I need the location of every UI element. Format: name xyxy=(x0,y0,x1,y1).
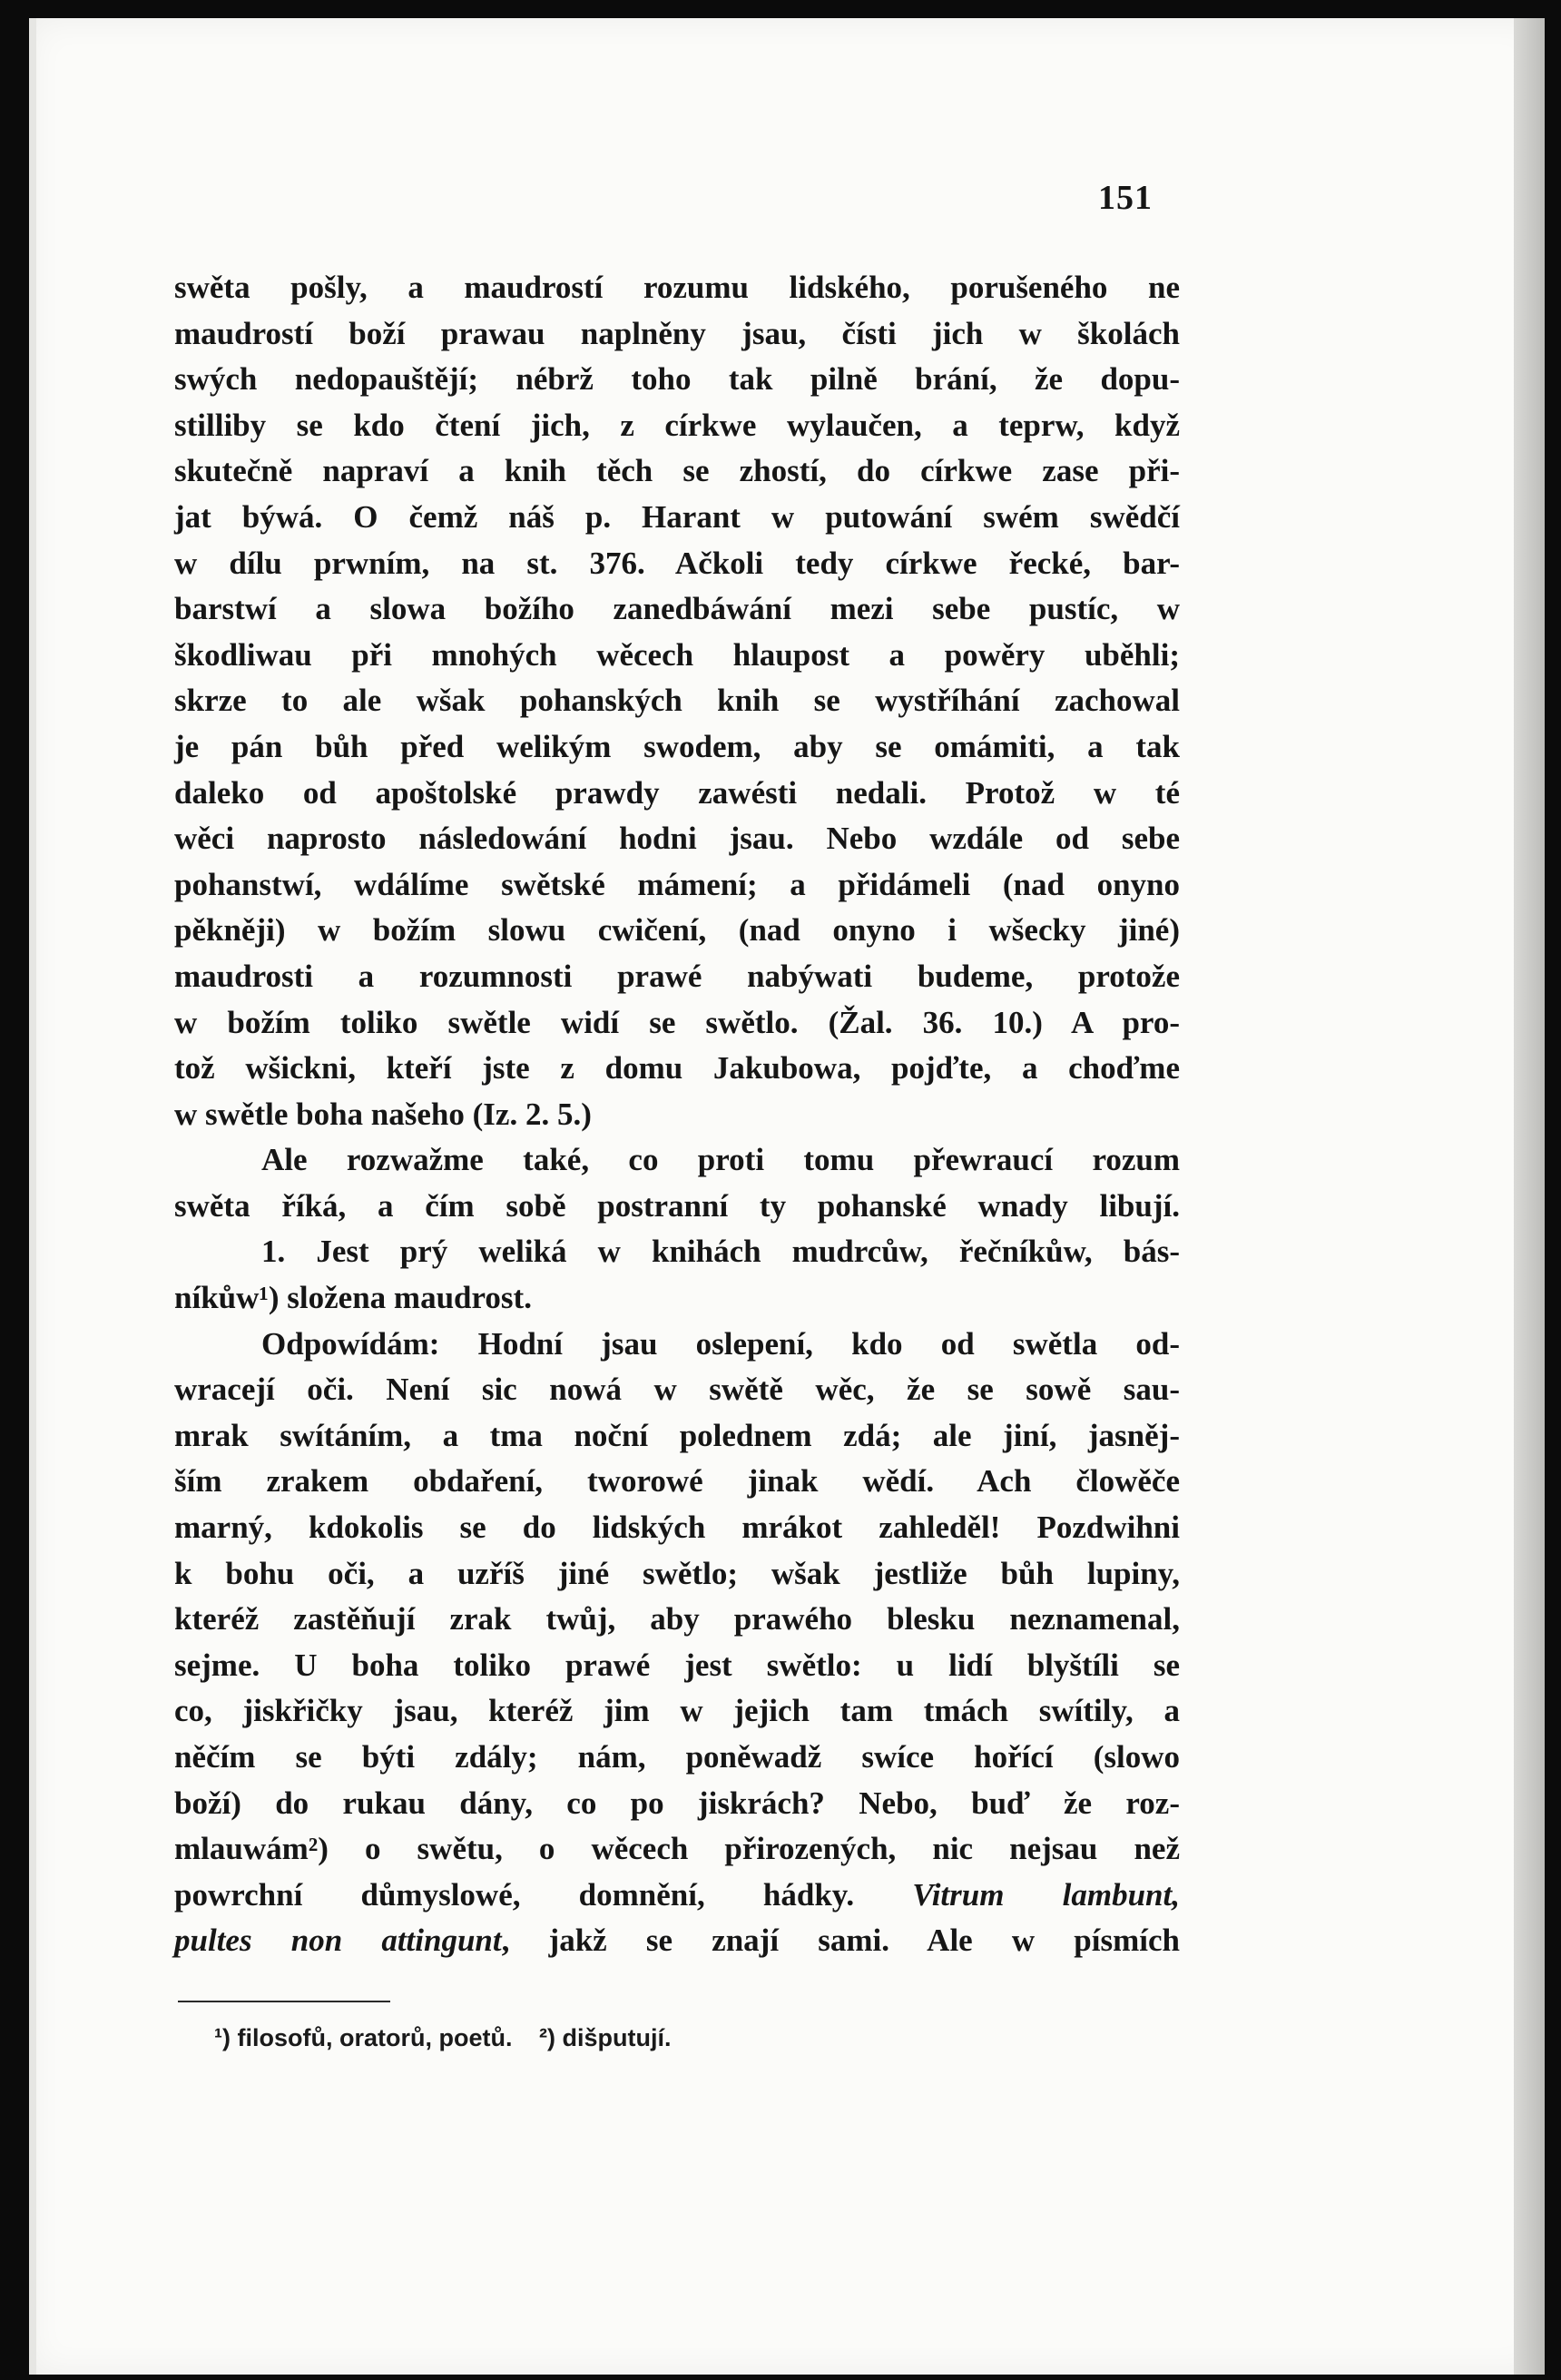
line-text: powrchní důmyslowé, domnění, hádky. xyxy=(174,1876,855,1913)
footnotes xyxy=(214,2024,691,2052)
text-line xyxy=(174,1000,1180,1047)
line-text: marný, kdokolis se do lidských mrákot zahleděl! Pozdwihni xyxy=(174,1510,1180,1546)
text-line xyxy=(174,1873,1180,1919)
line-text: k bohu oči, a uzříš jiné swětlo; wšak jestliže bůh lupiny, xyxy=(174,1555,1180,1591)
line-text: ším zrakem obdaření, tworowé jinak wědí. Ach člowěče xyxy=(174,1463,1180,1500)
line-text: tož wšickni, kteří jste z domu Jakubowa, pojďte, a choďme xyxy=(174,1050,1180,1087)
line-text: maudrostí boží prawau naplněny jsau, čísti jich w školách xyxy=(174,315,1180,351)
text-line xyxy=(174,1643,1180,1689)
text-line xyxy=(174,1229,1180,1275)
text-line xyxy=(174,1322,1180,1368)
text-line xyxy=(174,265,1180,311)
text-line xyxy=(174,1505,1180,1551)
line-text: stilliby se kdo čtení jich, z církwe wylaučen, a teprw, když xyxy=(174,407,1180,443)
text-line xyxy=(174,908,1180,954)
text-line xyxy=(174,1046,1180,1092)
text-line xyxy=(174,1551,1180,1598)
line-text: mrak swítáním, a tma noční polednem zdá; ale jiní, jasněj- xyxy=(174,1417,1180,1453)
line-text: jat býwá. O čemž náš p. Harant w putowání swém swědčí xyxy=(174,498,1180,535)
line-text: pohanstwí, wdálíme swětské mámení; a přidámeli (nad onyno xyxy=(174,866,1180,902)
line-text: škodliwau při mnohých wěcech hlaupost a powěry uběhli; xyxy=(174,636,1180,673)
line-text: swěta pošly, a maudrostí rozumu lidského, porušeného ne xyxy=(174,270,1180,305)
text-line xyxy=(174,495,1180,541)
text-line xyxy=(174,862,1180,909)
text-line xyxy=(174,1688,1180,1735)
text-line xyxy=(174,1459,1180,1505)
line-text: wracejí oči. Není sic nowá w swětě wěc, že se sowě sau- xyxy=(174,1372,1180,1408)
line-text: wěci naprosto následowání hodni jsau. Nebo wzdále od sebe xyxy=(174,821,1180,857)
latin-phrase: Vitrum lambunt, xyxy=(912,1876,1180,1913)
text-line xyxy=(174,586,1180,633)
line-text: w božím toliko swětle widí se swětlo. (Žal. 36. 10.) A pro- xyxy=(174,1004,1180,1040)
line-text: daleko od apoštolské prawdy zawésti nedali. Protož w té xyxy=(174,774,1180,811)
text-line xyxy=(174,403,1180,449)
text-line xyxy=(174,357,1180,403)
line-text: mlauwám²) o swětu, o wěcech přirozených, nic nejsau než xyxy=(174,1831,1180,1867)
text-line xyxy=(174,541,1180,587)
text-line xyxy=(174,1735,1180,1781)
line-text: Ale rozwažme také, co proti tomu přewraucí rozum xyxy=(261,1142,1180,1178)
line-text: níkůw¹) složena maudrost. xyxy=(174,1280,532,1316)
line-text: , jakž se znají sami. Ale w písmích xyxy=(501,1923,1181,1959)
line-text: pěkněji) w božím slowu cwičení, (nad onyno i wšecky jiné) xyxy=(174,912,1180,949)
text-line xyxy=(174,1918,1180,1964)
page-left-edge xyxy=(29,18,36,2375)
text-line xyxy=(174,448,1180,495)
footnote-1: ¹) filosofů, oratorů, poetů. xyxy=(214,2024,513,2051)
text-line xyxy=(174,1092,1180,1138)
line-text: barstwí a slowa božího zanedbáwání mezi sebe pustíc, w xyxy=(174,591,1180,627)
footnote-2: ²) dišputují. xyxy=(538,2024,672,2051)
page-number: 151 xyxy=(1098,179,1153,217)
latin-phrase: pultes non attingunt xyxy=(174,1923,502,1959)
text-line xyxy=(174,1781,1180,1827)
line-text: w swětle boha našeho (Iz. 2. 5.) xyxy=(174,1096,592,1132)
text-line xyxy=(174,724,1180,771)
line-text: maudrosti a rozumnosti prawé nabýwati budeme, protože xyxy=(174,958,1180,994)
text-line xyxy=(174,1275,1180,1322)
text-line xyxy=(174,1826,1180,1873)
text-line xyxy=(174,311,1180,358)
line-text: skutečně napraví a knih těch se zhostí, do církwe zase při- xyxy=(174,453,1180,489)
line-text: w dílu prwním, na st. 376. Ačkoli tedy církwe řecké, bar- xyxy=(174,545,1180,581)
footnote-divider xyxy=(178,2001,390,2002)
line-text: sejme. U boha toliko prawé jest swětlo: u lidí blyštíli se xyxy=(174,1647,1180,1683)
text-line xyxy=(174,1184,1180,1230)
text-line xyxy=(174,1367,1180,1413)
line-text: něčím se býti zdály; nám, poněwadž swíce hořící (slowo xyxy=(174,1739,1180,1775)
text-line xyxy=(174,1413,1180,1460)
text-line xyxy=(174,1137,1180,1184)
page-right-edge xyxy=(1514,18,1545,2375)
text-line xyxy=(174,816,1180,862)
text-line xyxy=(174,1597,1180,1643)
line-text: je pán bůh před welikým swodem, aby se omámiti, a tak xyxy=(174,728,1180,764)
line-text: swěta říká, a čím sobě postranní ty pohanské wnady libují. xyxy=(174,1187,1180,1224)
line-text: boží) do rukau dány, co po jiskrách? Nebo, buď že roz- xyxy=(174,1785,1180,1821)
line-text: kteréž zastěňují zrak twůj, aby prawého blesku neznamenal, xyxy=(174,1601,1180,1637)
text-line xyxy=(174,678,1180,724)
text-line xyxy=(174,633,1180,679)
line-text: skrze to ale wšak pohanských knih se wystříhání zachowal xyxy=(174,683,1180,719)
line-text: co, jiskřičky jsau, kteréž jim w jejich tam tmách swítily, a xyxy=(174,1693,1180,1729)
line-text: Odpowídám: Hodní jsau oslepení, kdo od swětla od- xyxy=(261,1325,1180,1362)
text-line xyxy=(174,771,1180,817)
line-text: 1. Jest prý weliká w knihách mudrcůw, řečníkůw, bás- xyxy=(261,1234,1180,1270)
body-text xyxy=(174,265,1180,1964)
line-text: swých nedopauštějí; nébrž toho tak pilně brání, že dopu- xyxy=(174,361,1180,398)
text-line xyxy=(174,954,1180,1000)
